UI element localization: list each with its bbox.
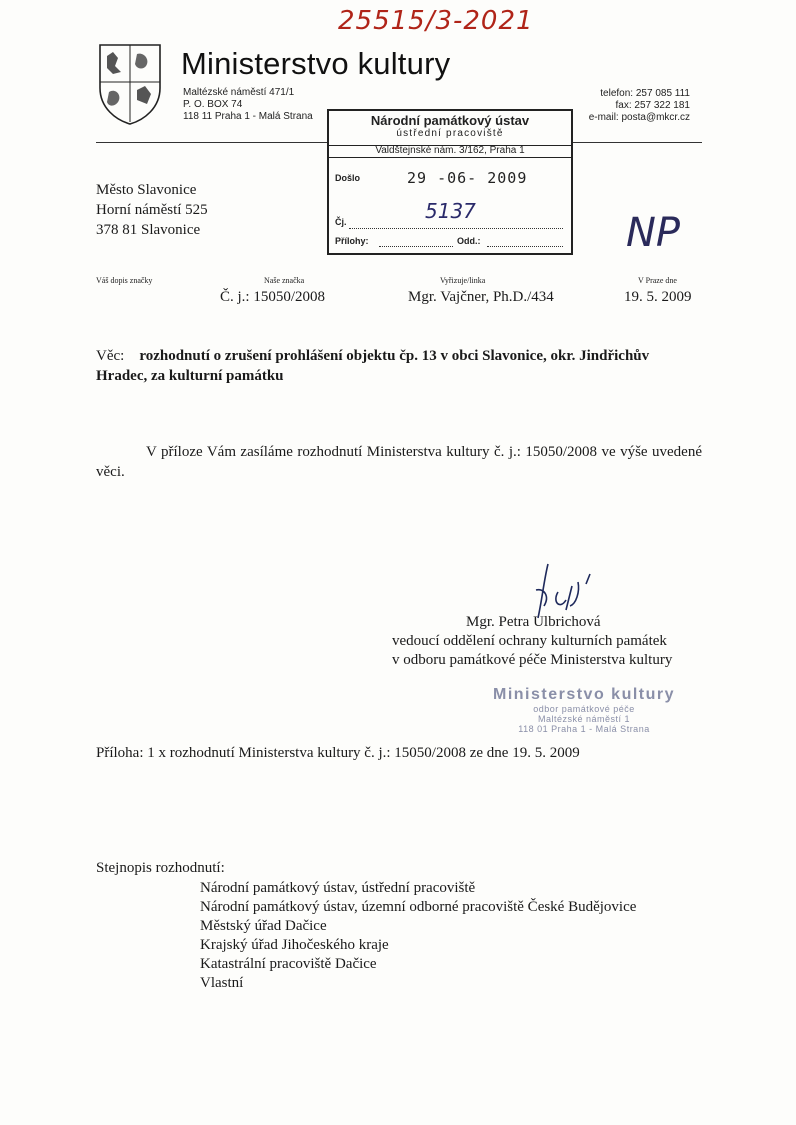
ministry-address	[183, 87, 313, 123]
copies-list	[200, 879, 636, 993]
list-item: Národní památkový ústav, ústřední pracoviště	[200, 880, 476, 896]
stamp-dept-dots	[487, 246, 563, 247]
stamp-dept-label: Odd.:	[457, 236, 481, 246]
subject	[96, 346, 702, 386]
stamp-ref-dots	[349, 228, 563, 229]
handwritten-initials: NP	[626, 210, 681, 256]
handled-by-label: Vyřizuje/linka	[440, 276, 486, 285]
handled-by-value: Mgr. Vajčner, Ph.D./434	[408, 289, 554, 305]
body-paragraph: V příloze Vám zasíláme rozhodnutí Ministerstva kultury č. j.: 15050/2008 ve výše uvedené věci.	[96, 444, 702, 480]
list-item: Krajský úřad Jihočeského kraje	[200, 937, 389, 953]
our-ref-label: Naše značka	[264, 276, 305, 285]
stamp-received-label: Došlo	[335, 173, 361, 183]
stamp-attachments-label: Přílohy:	[335, 236, 369, 246]
stamp-unit: ústřední pracoviště	[396, 128, 504, 139]
ministry-title: Ministerstvo kultury	[181, 46, 451, 81]
handwritten-file-number: 25515/3-2021	[338, 6, 534, 36]
your-ref-label: Váš dopis značky	[96, 276, 153, 285]
attachment-line: Příloha: 1 x rozhodnutí Ministerstva kultury č. j.: 15050/2008 ze dne 19. 5. 2009	[96, 745, 580, 761]
recipient-line: Město Slavonice	[96, 182, 197, 198]
address-line: Maltézské náměstí 471/1	[183, 87, 295, 98]
stamp-header	[329, 111, 571, 146]
office-stamp-dept: odbor památkové péče	[533, 704, 635, 714]
address-line: 118 11 Praha 1 - Malá Strana	[183, 111, 313, 122]
list-item: Katastrální pracoviště Dačice	[200, 956, 377, 972]
contact-fax: fax: 257 322 181	[615, 100, 690, 111]
list-item: Národní památkový ústav, územní odborné pracoviště České Budějovice	[200, 899, 637, 915]
subject-label: Věc:	[96, 348, 125, 364]
stamp-received-date: 29 -06- 2009	[407, 169, 528, 187]
signatory-role: vedoucí oddělení ochrany kulturních památek	[392, 633, 667, 649]
ministry-contact	[589, 88, 690, 124]
signatory-department: v odboru památkové péče Ministerstva kultury	[392, 652, 673, 668]
list-item: Městský úřad Dačice	[200, 918, 327, 934]
stamp-ref-number: 5137	[425, 199, 476, 223]
office-stamp-title: Ministerstvo kultury	[492, 686, 676, 703]
stamp-address: Valdštejnské nám. 3/162, Praha 1	[329, 145, 571, 158]
recipient-line: 378 81 Slavonice	[96, 222, 201, 238]
date-value: 19. 5. 2009	[624, 289, 692, 305]
date-label: V Praze dne	[638, 276, 677, 285]
our-ref-value: Č. j.: 15050/2008	[220, 289, 326, 305]
recipient-address	[96, 180, 208, 240]
stamp-attachments-dots	[379, 246, 453, 247]
recipient-line: Horní náměstí 525	[96, 202, 208, 218]
contact-phone: telefon: 257 085 111	[600, 88, 690, 99]
subject-text: rozhodnutí o zrušení prohlášení objektu čp. 13 v obci Slavonice, okr. Jindřichův Hradec, za kulturní památku	[96, 348, 650, 384]
signature-scribble	[520, 560, 610, 620]
office-stamp-city: 118 01 Praha 1 - Malá Strana	[518, 724, 650, 734]
address-line: P. O. BOX 74	[183, 99, 243, 110]
stamp-org: Národní památkový ústav	[370, 113, 530, 128]
receipt-stamp	[327, 109, 573, 255]
stamp-ref-label: Čj.	[335, 217, 347, 227]
signature-block	[392, 613, 692, 670]
list-item: Vlastní	[200, 975, 244, 991]
contact-email: e-mail: posta@mkcr.cz	[588, 112, 690, 123]
copies-label: Stejnopis rozhodnutí:	[96, 860, 225, 876]
office-stamp	[478, 686, 690, 734]
office-stamp-street: Maltézské náměstí 1	[537, 714, 631, 724]
coat-of-arms-icon	[97, 42, 163, 126]
signatory-name: Mgr. Petra Ulbrichová	[466, 614, 601, 630]
